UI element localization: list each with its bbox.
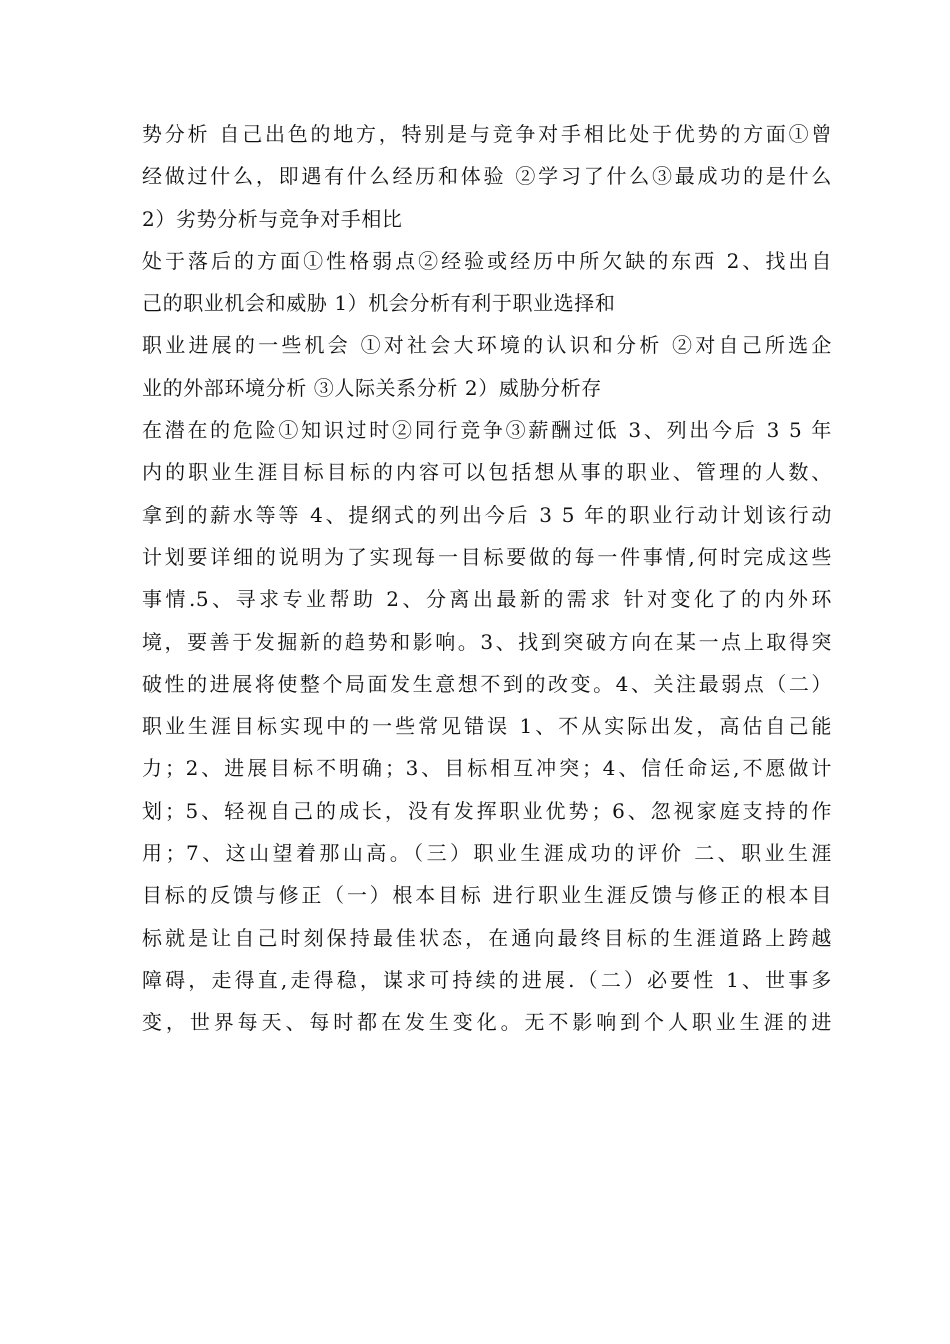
text-line: 内的职业生涯目标目标的内容可以包括想从事的职业、管理的人数、 bbox=[142, 460, 832, 485]
text-line: 2）劣势分析与竞争对手相比 bbox=[142, 206, 403, 231]
text-line: 势分析 自己出色的地方，特别是与竞争对手相比处于优势的方面①曾 bbox=[142, 122, 832, 146]
text-line: 职业生涯目标实现中的一些常见错误 1、不从实际出发，高估自己能 bbox=[142, 714, 832, 739]
document-body bbox=[142, 113, 832, 1044]
text-line: 在潜在的危险①知识过时②同行竞争③薪酬过低 3、列出今后 3 5 年 bbox=[142, 418, 832, 443]
text-line: 计划要详细的说明为了实现每一目标要做的每一件事情,何时完成这些 bbox=[142, 544, 832, 569]
text-line: 力；2、进展目标不明确；3、目标相互冲突；4、信任命运,不愿做计 bbox=[142, 756, 832, 781]
text-line: 划；5、轻视自己的成长，没有发挥职业优势；6、忽视家庭支持的作 bbox=[142, 798, 832, 823]
text-line: 障碍，走得直,走得稳，谋求可持续的进展.（二）必要性 1、世事多 bbox=[142, 967, 832, 992]
text-line: 破性的进展将使整个局面发生意想不到的改变。4、关注最弱点（二） bbox=[142, 671, 832, 696]
text-line: 标就是让自己时刻保持最佳状态，在通向最终目标的生涯道路上跨越 bbox=[142, 925, 832, 950]
text-line: 拿到的薪水等等 4、提纲式的列出今后 3 5 年的职业行动计划该行动 bbox=[142, 502, 832, 527]
text-line: 事情.5、寻求专业帮助 2、分离出最新的需求 针对变化了的内外环 bbox=[142, 587, 832, 612]
text-line: 目标的反馈与修正（一）根本目标 进行职业生涯反馈与修正的根本目 bbox=[142, 883, 832, 908]
text-line: 业的外部环境分析 ③人际关系分析 2）威胁分析存 bbox=[142, 375, 602, 400]
text-line: 用；7、这山望着那山高。（三）职业生涯成功的评价 二、职业生涯 bbox=[142, 841, 832, 866]
text-line: 职业进展的一些机会 ①对社会大环境的认识和分析 ②对自己所选企 bbox=[142, 333, 832, 358]
text-line: 己的职业机会和威胁 1）机会分析有利于职业选择和 bbox=[142, 291, 616, 316]
text-line: 变，世界每天、每时都在发生变化。无不影响到个人职业生涯的进 bbox=[142, 1010, 832, 1035]
text-line: 境，要善于发掘新的趋势和影响。3、找到突破方向在某一点上取得突 bbox=[142, 629, 832, 654]
text-line: 处于落后的方面①性格弱点②经验或经历中所欠缺的东西 2、找出自 bbox=[142, 248, 832, 273]
text-line: 经做过什么，即遇有什么经历和体验 ②学习了什么③最成功的是什么 bbox=[142, 164, 832, 189]
